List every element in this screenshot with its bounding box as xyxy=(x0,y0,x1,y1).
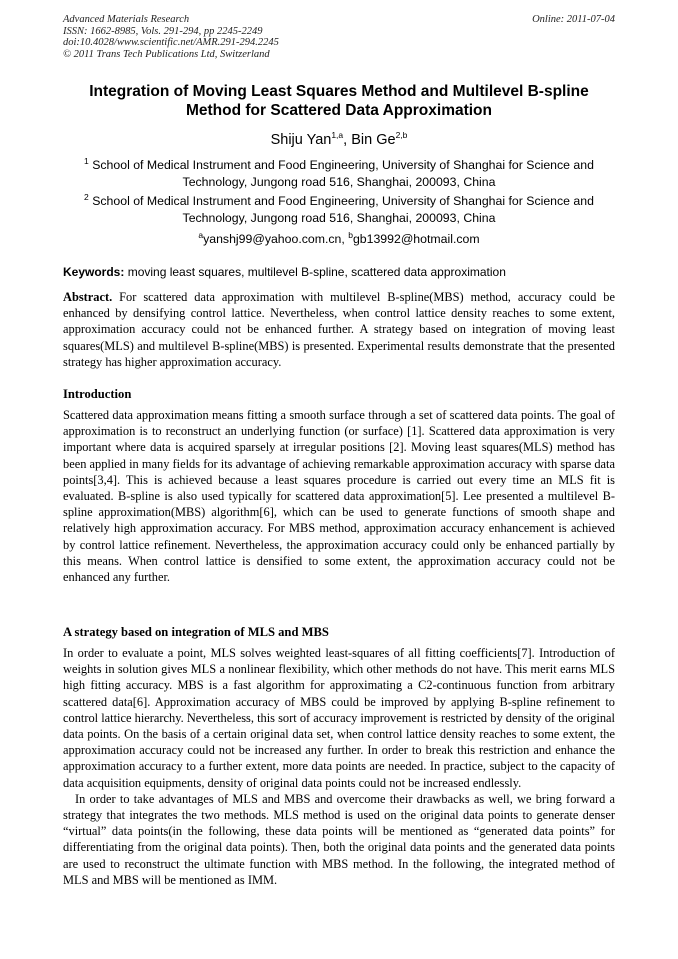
author-1: Shiju Yan xyxy=(270,132,332,148)
author-list xyxy=(63,132,615,148)
keywords-label: Keywords: xyxy=(63,265,125,279)
journal-copyright: © 2011 Trans Tech Publications Ltd, Switzerland xyxy=(63,48,270,60)
abstract-label: Abstract. xyxy=(63,290,113,304)
email-a[interactable]: yanshj99@yahoo.com.cn, xyxy=(203,232,349,246)
title-line-1: Integration of Moving Least Squares Method and Multilevel B-spline xyxy=(89,83,589,100)
strategy-paragraph-2: In order to take advantages of MLS and MBS and overcome their drawbacks as well, we bring forward a strategy that integrates the two methods. MLS method is used on the original data points to generate denser “virtual” data points(in the following, these data points will be mentioned as “generated data points” for differentiating from the original data points). Then, both the original data points and the generated data points are used to reconstruct the ultimate function with MBS method. In the following, the integrated method of MLS and MBS will be mentioned as IMM. xyxy=(63,791,615,887)
journal-issn: ISSN: 1662-8985, Vols. 291-294, pp 2245-2249 xyxy=(63,25,263,37)
author-2: Bin Ge xyxy=(351,132,396,148)
strategy-text xyxy=(63,645,615,888)
affiliation-2-number: 2 xyxy=(84,191,89,202)
affiliation-1 xyxy=(63,157,615,191)
keywords xyxy=(63,265,615,279)
journal-name: Advanced Materials Research xyxy=(63,14,190,25)
abstract xyxy=(63,289,615,370)
abstract-text: For scattered data approximation with multilevel B-spline(MBS) method, accuracy could be enhanced by densifying control lattice. Nevertheless, when control lattice density reaches to some extent, approximation accuracy could not be enhanced further. A strategy based on integration of moving least squares(MLS) and multilevel B-spline(MBS) is presented. Experimental results demonstrate that the presented strategy has higher approximation accuracy. xyxy=(63,290,615,369)
introduction-paragraph: Scattered data approximation means fitting a smooth surface through a set of scattered data points. The goal of approximation is to reconstruct an underlying function (or surface) [1]. Scattered data approximation is very important where data is acquired sparsely at irregular positions [2]. Moving least squares(MLS) method has been applied in many fields for its advantage of achieving remarkable approximation accuracy with sparse data points[3,4]. This is achieved because a least squares procedure is carried out every time an MLS fit is evaluated. B-spline is also used typically for scattered data approximation[5]. Lee presented a multilevel B-spline approximation(MBS) algorithm[6], which can be used to generate functions of smooth shape and relatively high approximation accuracy. For MBS method, approximation accuracy enhancement is achieved by control lattice refinement. Nevertheless, the approximation accuracy could only be enhanced partially by this means. When control lattice is densified to some extent, the approximation accuracy could not be enhanced any further. xyxy=(63,408,615,585)
journal-doi: doi:10.4028/www.scientific.net/AMR.291-294.2245 xyxy=(63,37,279,48)
section-heading-introduction: Introduction xyxy=(63,387,132,401)
paper-title xyxy=(63,82,615,120)
title-line-2: Method for Scattered Data Approximation xyxy=(185,102,492,119)
affiliation-2-line-2: Technology, Jungong road 516, Shanghai, 200093, China xyxy=(182,211,496,225)
email-b[interactable]: gb13992@hotmail.com xyxy=(352,232,480,246)
affiliation-2 xyxy=(63,193,615,227)
affiliation-1-line-2: Technology, Jungong road 516, Shanghai, 200093, China xyxy=(182,175,496,189)
introduction-text xyxy=(63,407,615,585)
affiliation-1-line-1: School of Medical Instrument and Food Engineering, University of Shanghai for Science and xyxy=(92,158,594,172)
author-emails xyxy=(63,231,615,248)
section-heading-strategy: A strategy based on integration of MLS and MBS xyxy=(63,625,329,639)
keywords-text: moving least squares, multilevel B-spline, scattered data approximation xyxy=(124,265,506,279)
email-a-marker: a xyxy=(198,229,204,240)
strategy-paragraph-1: In order to evaluate a point, MLS solves weighted least-squares of all fitting coefficients[7]. Introduction of weights in solution gives MLS a nonlinear flexibility, which other methods do not have. This merit earns MLS high fitting accuracy. MBS is a fast algorithm for approximating a C2-continuous function from arbitrary scattered data[6]. Approximation accuracy of MBS could be improved by applying B-spline refinement to control lattice hierarchy. Nevertheless, this sort of accuracy improvement is restricted by density of the original data points. On the basis of a certain original data set, when control lattice density reaches to some extent, the approximation accuracy could not be increased any further. In order to break this restriction and enhance the approximation accuracy to a further extent, more data points are needed. In practice, subject to the capacity of data acquisition equipments, density of original data points could not be increased endlessly. xyxy=(63,646,615,790)
author-1-affil: 1,a xyxy=(331,130,344,141)
author-2-affil: 2,b xyxy=(395,130,408,141)
online-date: Online: 2011-07-04 xyxy=(532,14,615,25)
affiliation-1-number: 1 xyxy=(84,155,89,166)
author-separator: , xyxy=(343,132,352,148)
affiliation-2-line-1: School of Medical Instrument and Food Engineering, University of Shanghai for Science and xyxy=(92,194,594,208)
email-b-marker: b xyxy=(348,229,353,240)
journal-header xyxy=(63,14,615,60)
